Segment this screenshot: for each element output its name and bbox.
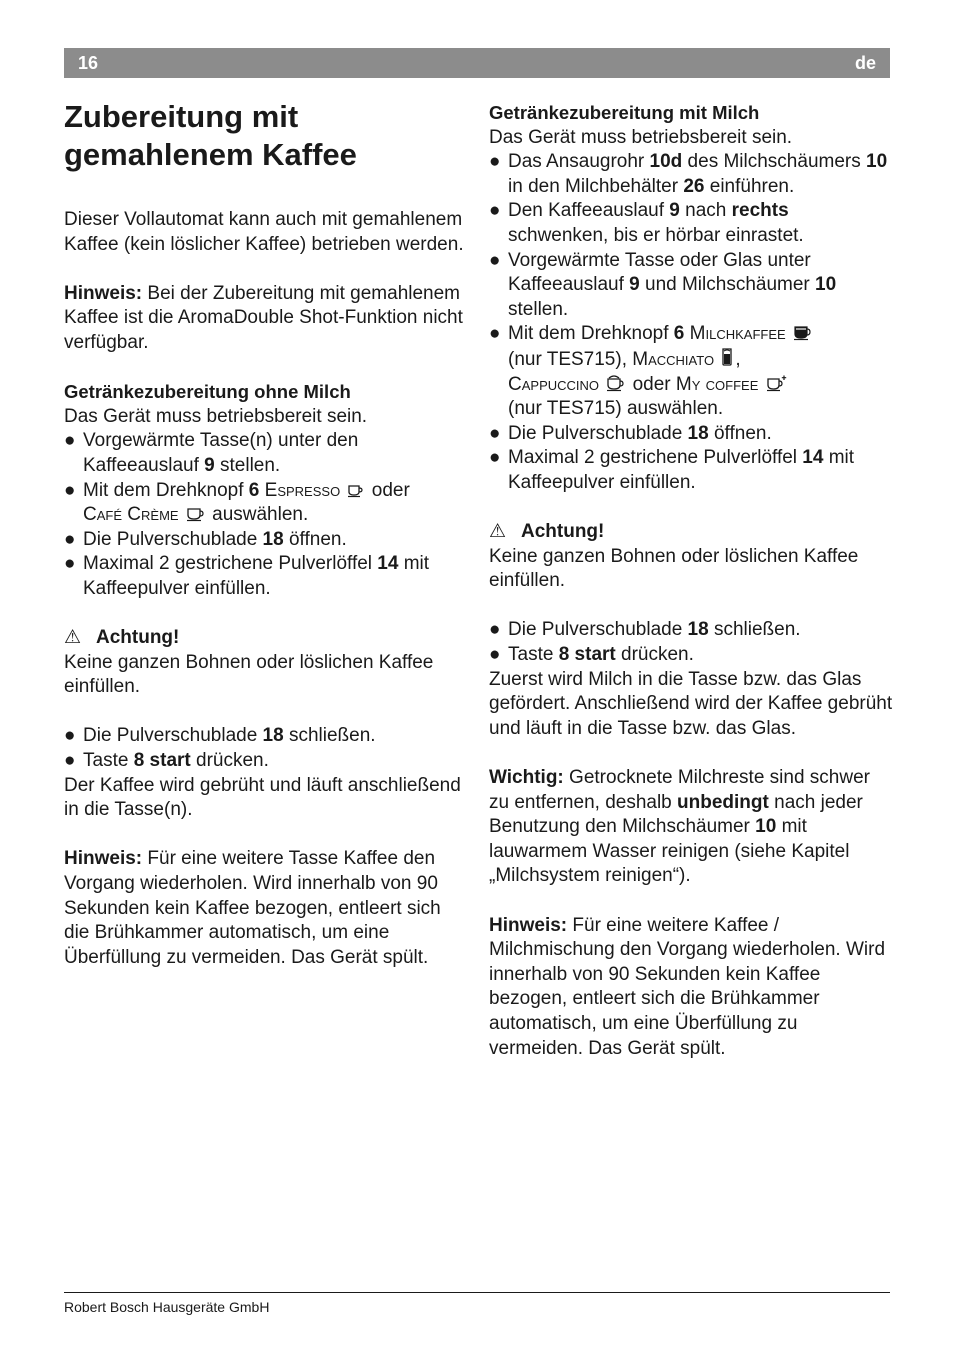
warning-text: Keine ganzen Bohnen oder löslichen Kaffee einfüllen. <box>489 545 859 592</box>
intro-paragraph: Dieser Vollautomat kann auch mit gemahlenem Kaffee (kein löslicher Kaffee) betrieben werden. <box>64 209 464 255</box>
list-item: ● Den Kaffeeauslauf 9 nach rechts schwenken, bis er hörbar einrastet. <box>489 200 804 246</box>
list-item: ● Das Ansaugrohr 10d des Milchschäumers 10 in den Milchbehälter 26 einführen. <box>489 151 888 197</box>
list-item: ● Die Pulverschublade 18 schließen. <box>489 619 801 641</box>
note-repeat: Hinweis: Für eine weitere Kaffee / Milchmischung den Vorgang wiederholen. Wird innerhalb von 90 Sekunden kein Kaffee bezogen, entleert sich die Brühkammer automatisch, um eine Überfüllung zu vermeiden. Das Gerät spült. <box>489 914 886 1059</box>
cafe-creme-cup-icon <box>186 507 205 522</box>
result-text: Der Kaffee wird gebrüht und läuft anschließend in die Tasse(n). <box>64 774 461 821</box>
steps-list-continue <box>64 724 469 773</box>
ready-text: Das Gerät muss betriebsbereit sein. <box>489 126 793 148</box>
warning-heading: ⚠ Achtung! <box>489 520 894 545</box>
macchiato-glass-icon <box>721 347 733 367</box>
warning-heading: ⚠ Achtung! <box>64 626 469 651</box>
page-number: 16 <box>78 52 99 73</box>
steps-list-ohne-milch <box>64 429 469 601</box>
page-title: Zubereitung mit gemahlenem Kaffee <box>64 99 357 172</box>
subheading-ohne-milch: Getränkezubereitung ohne Milch <box>64 381 351 403</box>
right-column <box>489 101 894 1061</box>
important-milk-cleaning: Wichtig: Getrocknete Milchreste sind schwer zu entfernen, deshalb unbedingt nach jeder Benutzung den Milchschäumer 10 mit lauwarmem Wasser reinigen (siehe Kapitel „Milchsystem reinigen“). <box>489 767 870 887</box>
steps-list-continue <box>489 618 894 667</box>
note-aromadouble: Hinweis: Bei der Zubereitung mit gemahlenem Kaffee ist die AromaDouble Shot-Funktion nicht verfügbar. <box>64 282 463 353</box>
note-repeat: Hinweis: Für eine weitere Tasse Kaffee den Vorgang wiederholen. Wird innerhalb von 90 Sekunden kein Kaffee bezogen, entleert sich die Brühkammer automatisch, um eine Überfüllung zu vermeiden. Das Gerät spült. <box>64 848 441 968</box>
list-item: ● Vorgewärmte Tasse oder Glas unter Kaffeeauslauf 9 und Milchschäumer 10 stellen. <box>489 249 837 320</box>
list-item: ● Taste 8 start drücken. <box>64 750 269 772</box>
subheading-mit-milch: Getränkezubereitung mit Milch <box>489 102 760 123</box>
list-item: ● Taste 8 start drücken. <box>489 644 694 666</box>
result-text: Zuerst wird Milch in die Tasse bzw. das Glas gefördert. Anschließend wird der Kaffee gebrüht und läuft in die Tasse bzw. das Glas. <box>489 668 893 739</box>
footer-divider <box>64 1292 890 1293</box>
list-item: ● Vorgewärmte Tasse(n) unter den Kaffeeauslauf 9 stellen. <box>64 430 359 476</box>
footer-company: Robert Bosch Hausgeräte GmbH <box>64 1299 270 1315</box>
warning-triangle-icon: ⚠ <box>64 627 82 649</box>
warning-text: Keine ganzen Bohnen oder löslichen Kaffee einfüllen. <box>64 651 434 698</box>
list-item: ● Mit dem Drehknopf 6 Espresso oder Café Crème auswählen. <box>64 479 410 526</box>
cappuccino-cup-icon <box>606 373 625 392</box>
left-column <box>64 98 469 970</box>
list-item: ● Mit dem Drehknopf 6 Milchkaffee (nur TES715), Macchiato , Cappuccino oder My coffee (nur TES715) auswählen. <box>489 322 894 421</box>
language-code: de <box>854 52 876 73</box>
ready-text: Das Gerät muss betriebsbereit sein. <box>64 405 368 427</box>
list-item: ● Die Pulverschublade 18 öffnen. <box>64 528 347 550</box>
milchkaffee-cup-icon <box>793 325 812 341</box>
espresso-cup-icon <box>347 483 364 498</box>
my-coffee-cup-icon <box>766 375 787 392</box>
list-item: ● Maximal 2 gestrichene Pulverlöffel 14 mit Kaffeepulver einfüllen. <box>64 553 430 599</box>
list-item: ● Die Pulverschublade 18 öffnen. <box>489 422 772 444</box>
warning-triangle-icon: ⚠ <box>489 521 507 543</box>
page-header-bar <box>64 48 890 78</box>
list-item: ● Maximal 2 gestrichene Pulverlöffel 14 mit Kaffeepulver einfüllen. <box>489 447 855 493</box>
steps-list-mit-milch <box>489 150 894 495</box>
list-item: ● Die Pulverschublade 18 schließen. <box>64 725 376 747</box>
